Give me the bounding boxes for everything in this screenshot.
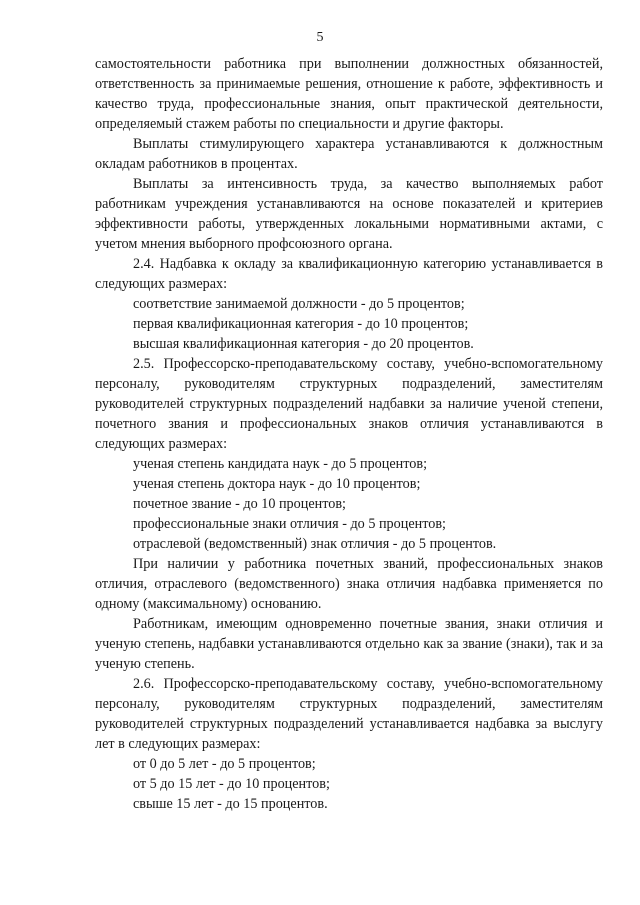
page-number: 5 [316, 30, 324, 45]
paragraph-section-2-6: 2.6. Профессорско-преподавательскому составу, учебно-вспомогательному персоналу, руководителям структурных подразделений, заместителям руководителей структурных подразделений устанавливается надбавка за выслугу лет в следующих размерах: [95, 676, 603, 752]
list-item: ученая степень кандидата наук - до 5 процентов; [133, 456, 428, 472]
list-item: от 5 до 15 лет - до 10 процентов; [133, 776, 330, 792]
list-item: первая квалификационная категория - до 10 процентов; [133, 316, 469, 332]
list-item: ученая степень доктора наук - до 10 процентов; [133, 476, 421, 492]
paragraph-stimulating-payments: Выплаты стимулирующего характера устанавливаются к должностным окладам работников в процентах. [95, 136, 603, 172]
paragraph-continuation: самостоятельности работника при выполнении должностных обязанностей, ответственность за принимаемые решения, отношение к работе, эффективность и качество труда, профессиональные знания, опыт практической деятельности, определяемый стажем работы по специальности и другие факторы. [95, 56, 603, 132]
list-item: профессиональные знаки отличия - до 5 процентов; [133, 516, 446, 532]
paragraph-section-2-4: 2.4. Надбавка к окладу за квалификационную категорию устанавливается в следующих размерах: [95, 256, 603, 292]
list-item: почетное звание - до 10 процентов; [133, 496, 346, 512]
paragraph-multiple-titles: При наличии у работника почетных званий, профессиональных знаков отличия, отраслевого (ведомственного) знака отличия надбавка применяется по одному (максимальному) основанию. [95, 556, 603, 612]
paragraph-section-2-5: 2.5. Профессорско-преподавательскому составу, учебно-вспомогательному персоналу, руководителям структурных подразделений, заместителям руководителей структурных подразделений надбавки за наличие ученой степени, почетного звания и профессиональных знаков отличия устанавливаются в следующих размерах: [95, 356, 603, 452]
document-body [95, 54, 603, 814]
list-item: отраслевой (ведомственный) знак отличия - до 5 процентов. [133, 536, 497, 552]
paragraph-separate-allowances: Работникам, имеющим одновременно почетные звания, знаки отличия и ученую степень, надбавки устанавливаются отдельно как за звание (знаки), так и за ученую степень. [95, 616, 603, 672]
paragraph-intensity-payments: Выплаты за интенсивность труда, за качество выполняемых работ работникам учреждения устанавливаются на основе показателей и критериев эффективности работы, утвержденных локальными нормативными актами, с учетом мнения выборного профсоюзного органа. [95, 176, 603, 252]
list-item: высшая квалификационная категория - до 20 процентов. [133, 336, 474, 352]
list-item: соответствие занимаемой должности - до 5 процентов; [133, 296, 465, 312]
list-item: от 0 до 5 лет - до 5 процентов; [133, 756, 316, 772]
list-item: свыше 15 лет - до 15 процентов. [133, 796, 328, 812]
